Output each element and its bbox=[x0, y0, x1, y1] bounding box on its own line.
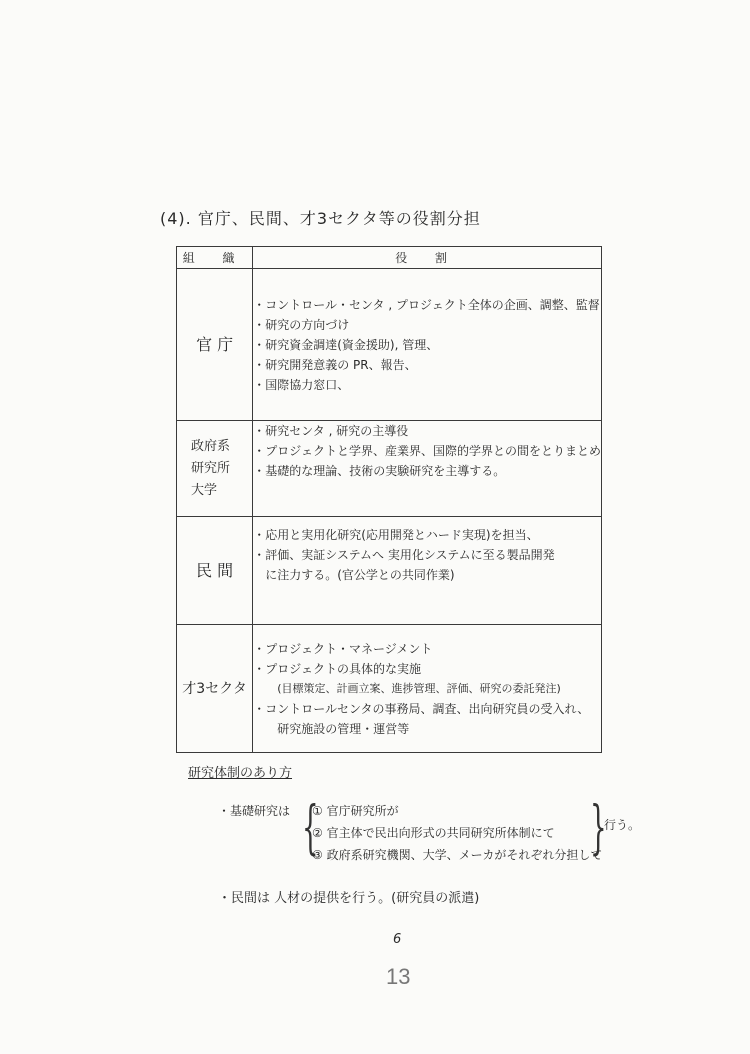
research-system-heading: 研究体制のあり方 bbox=[188, 766, 293, 781]
role-item: ・ 国際協力窓口、 bbox=[253, 377, 350, 392]
role-item: ・ 研究開発意義の PR、報告、 bbox=[253, 357, 417, 372]
role-table bbox=[176, 246, 602, 753]
role-item: ・ 研究の方向づけ bbox=[253, 317, 350, 332]
table-row bbox=[177, 421, 602, 517]
right-brace-icon: } bbox=[590, 793, 607, 861]
option-item: ② 官主体で民出向形式の共同研究所体制にて bbox=[312, 826, 555, 840]
left-brace-icon: { bbox=[302, 793, 319, 861]
role-item: ・ プロジェクトの具体的な実施 bbox=[253, 661, 421, 676]
role-cell bbox=[253, 517, 602, 625]
org-cell bbox=[177, 421, 253, 517]
basic-research-intro: ・基礎研究は bbox=[218, 804, 291, 818]
role-item-continuation: に注力する。(官公学との共同作業) bbox=[265, 568, 455, 582]
basic-research-suffix: 行う。 bbox=[604, 818, 641, 832]
role-cell bbox=[253, 625, 602, 753]
role-item: ・ プロジェクト・マネージメント bbox=[253, 641, 433, 656]
role-item-continuation: 研究施設の管理・運営等 bbox=[277, 721, 410, 736]
org-cell-label: 政府系 研究所 大学 bbox=[191, 438, 231, 498]
org-cell: 官 庁 bbox=[177, 269, 253, 421]
table-row bbox=[177, 625, 602, 753]
role-item: ・ 基礎的な理論、技術の実験研究を主導する。 bbox=[253, 464, 506, 478]
role-item: ・ プロジェクトと学界、産業界、国際的学界との間をとりまとめ bbox=[253, 444, 601, 458]
role-item: ・ 応用と実用化研究(応用開発とハード実現)を担当、 bbox=[253, 528, 539, 542]
role-item: ・ 評価、実証システムへ 実用化システムに至る製品開発 bbox=[253, 548, 555, 562]
org-cell: 民 間 bbox=[177, 517, 253, 625]
private-sector-note: ・民間は 人材の提供を行う。(研究員の派遣) bbox=[218, 891, 480, 906]
page-number: 6 bbox=[393, 932, 402, 947]
col-header-org: 組 織 bbox=[177, 247, 253, 269]
col-header-role: 役 割 bbox=[253, 247, 602, 269]
role-item-continuation: (目標策定、計画立案、進捗管理、評価、研究の委託発注) bbox=[277, 681, 561, 695]
table-row bbox=[177, 269, 602, 421]
role-item: ・ 研究センタ , 研究の主導役 bbox=[253, 424, 409, 438]
role-cell bbox=[253, 269, 602, 421]
page-stamp: 13 bbox=[386, 964, 411, 989]
section-heading: (4). 官庁、民間、才3セクタ等の役割分担 bbox=[160, 209, 481, 228]
role-cell bbox=[253, 421, 602, 517]
role-item: ・ コントロール・センタ , プロジェクト全体の企画、調整、監督 bbox=[253, 297, 600, 312]
table-header-row bbox=[177, 247, 602, 269]
basic-research-options bbox=[312, 800, 602, 866]
role-item: ・ 研究資金調達(資金援助), 管理、 bbox=[253, 337, 439, 352]
table-row bbox=[177, 517, 602, 625]
role-item: ・ コントロールセンタの事務局、調査、出向研究員の受入れ、 bbox=[253, 701, 590, 716]
option-item: ① 官庁研究所が bbox=[312, 804, 399, 818]
org-cell: 才3セクタ bbox=[177, 625, 253, 753]
option-item: ③ 政府系研究機関、大学、メーカがそれぞれ分担して bbox=[312, 848, 603, 862]
